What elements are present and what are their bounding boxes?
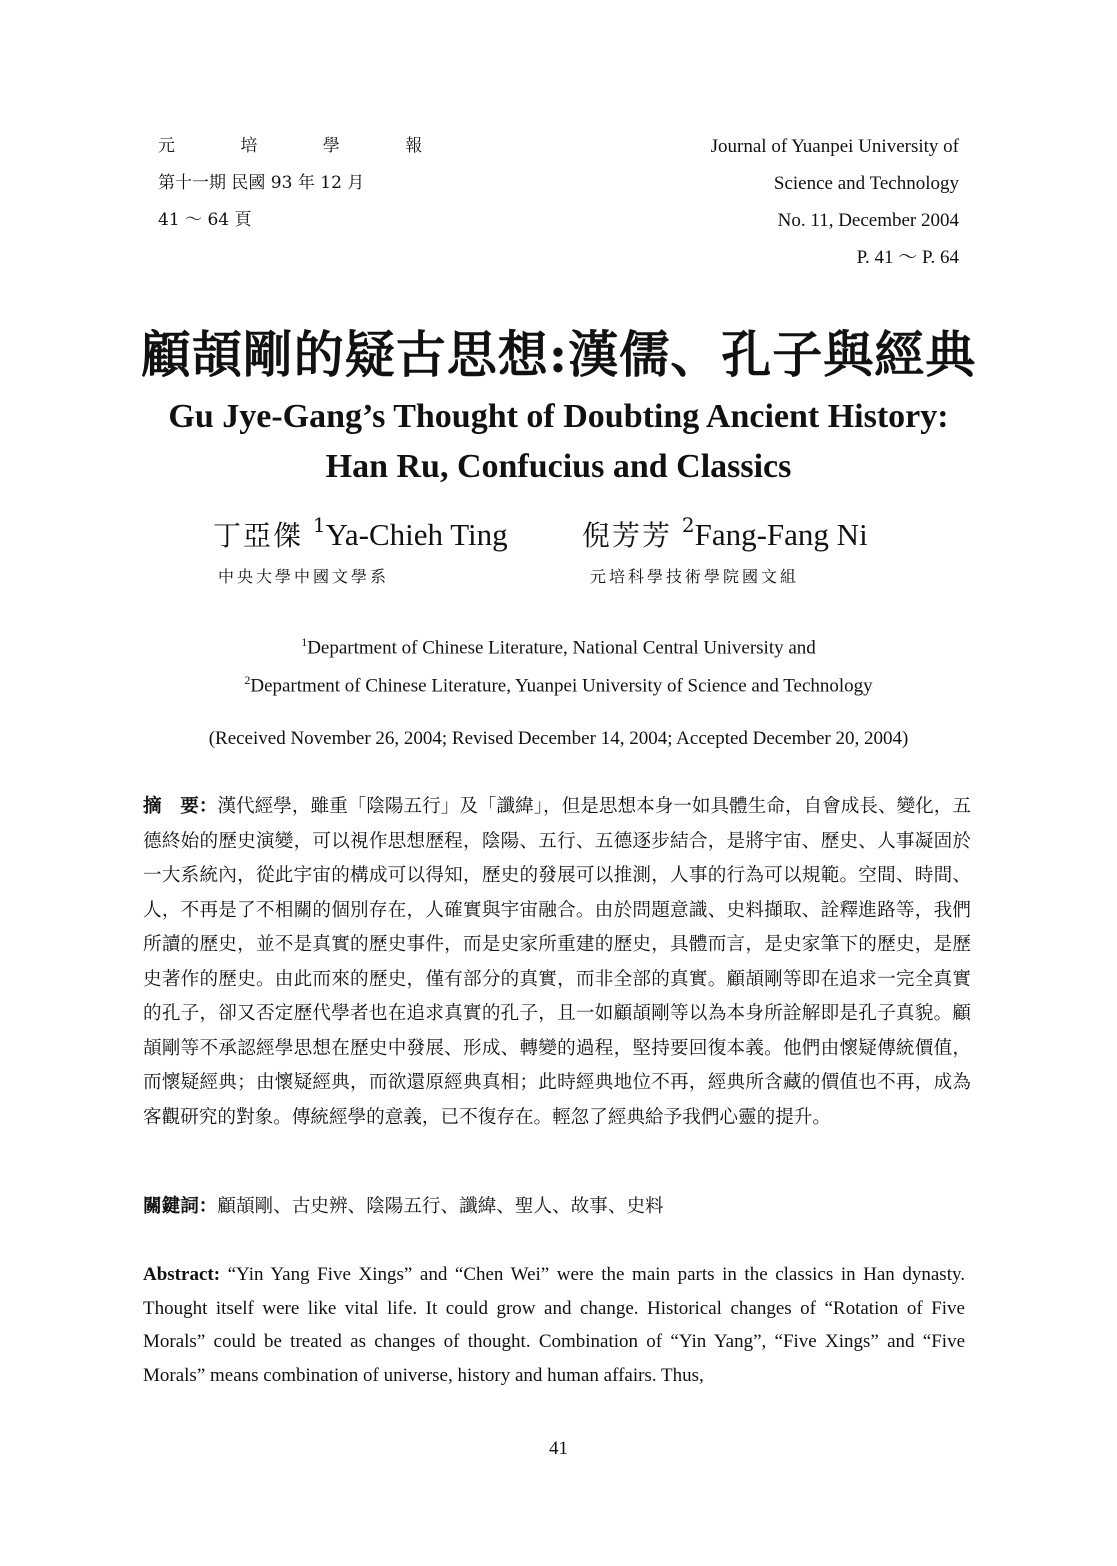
- abstract-zh-text: 漢代經學，雖重「陰陽五行」及「讖緯」，但是思想本身一如具體生命，自會成長、變化，五德終始的歷史演變，可以視作思想歷程，陰陽、五行、五德逐步結合，是將宇宙、歷史、人事凝固於一大系統內，從此宇宙的構成可以得知，歷史的發展可以推測，人事的行為可以規範。空間、時間、人，不再是了不相關的個別存在，人確實與宇宙融合。由於問題意識、史料擷取、詮釋進路等，我們所讀的歷史，並不是真實的歷史事件，而是史家所重建的歷史，具體而言，是史家筆下的歷史，是歷史著作的歷史。由此而來的歷史，僅有部分的真實，而非全部的真實。顧頡剛等即在追求一完全真實的孔子，卻又否定歷代學者也在追求真實的孔子，且一如顧頡剛等以為本身所詮解即是孔子真貌。顧頡剛等不承認經學思想在歷史中發展、形成、轉變的過程，堅持要回復本義。他們由懷疑傳統價值，而懷疑經典；由懷疑經典，而欲還原經典真相；此時經典地位不再，經典所含藏的價值也不再，成為客觀研究的對象。傳統經學的意義，已不復存在。輕忽了經典給予我們心靈的提升。: [143, 796, 971, 1128]
- title-zh: 顧頡剛的疑古思想:漢儒、孔子與經典: [140, 325, 977, 384]
- page-number: 41: [549, 1438, 568, 1459]
- journal-name-en-line2: Science and Technology: [773, 173, 959, 194]
- author-1-name-zh: 丁亞傑: [213, 519, 304, 552]
- received-dates: (Received November 26, 2004; Revised December 14, 2004; Accepted December 20, 2004): [208, 728, 909, 749]
- abstract-en: [143, 1258, 965, 1392]
- keywords: [143, 1192, 664, 1218]
- author-1-name-en: Ya-Chieh Ting: [325, 517, 508, 552]
- author-2-affiliation: 元培科學技術學院國文組: [590, 567, 800, 586]
- journal-name-zh: 元 培 學 報: [158, 136, 453, 156]
- keywords-label: 關鍵詞：: [143, 1196, 218, 1217]
- author-2-name-en: Fang-Fang Ni: [694, 517, 868, 552]
- journal-name-en-line1: Journal of Yuanpei University of: [710, 136, 959, 157]
- keywords-text: 顧頡剛、古史辨、陰陽五行、讖緯、聖人、故事、史料: [217, 1196, 664, 1217]
- issue-en: No. 11, December 2004: [777, 210, 959, 231]
- author-1-affiliation: 中央大學中國文學系: [218, 567, 390, 586]
- title-en: Gu Jye-Gang’s Thought of Doubting Ancient History: Han Ru, Confucius and Classics: [168, 398, 949, 485]
- author-2-name-zh: 倪芳芳: [582, 519, 673, 552]
- abstract-en-label: Abstract:: [143, 1264, 221, 1285]
- author-2-sup: 2: [681, 512, 695, 537]
- department-2: $^2$Department of Chinese Literature, Yuanpei University of Science and Technology: [244, 673, 873, 697]
- departments: [0, 626, 1117, 703]
- pages-en: P. 41 ～ P. 64: [856, 247, 959, 268]
- author-2: [582, 514, 868, 554]
- abstract-en-text: “Yin Yang Five Xings” and “Chen Wei” were the main parts in the classics in Han dynasty. Thought itself were like vital life. It could grow and change. Historical changes of “Rotation of Five Morals” could be treated as changes of thought. Combination of “Yin Yang”, “Five Xings” and “Five Morals” means combination of universe, history and human affairs. Thus,: [143, 1264, 965, 1386]
- department-1: $^1$Department of Chinese Literature, National Central University and: [301, 635, 816, 659]
- abstract-zh: [143, 790, 971, 1135]
- abstract-zh-label: 摘 要：: [143, 796, 218, 817]
- author-1: [213, 514, 508, 554]
- author-1-sup: 1: [312, 512, 326, 537]
- pages-zh: 41 ～ 64 頁: [158, 210, 252, 230]
- journal-header-zh: [158, 128, 452, 239]
- issue-zh: 第十一期 民國 93 年 12 月: [158, 173, 365, 193]
- journal-header-en: [711, 128, 959, 276]
